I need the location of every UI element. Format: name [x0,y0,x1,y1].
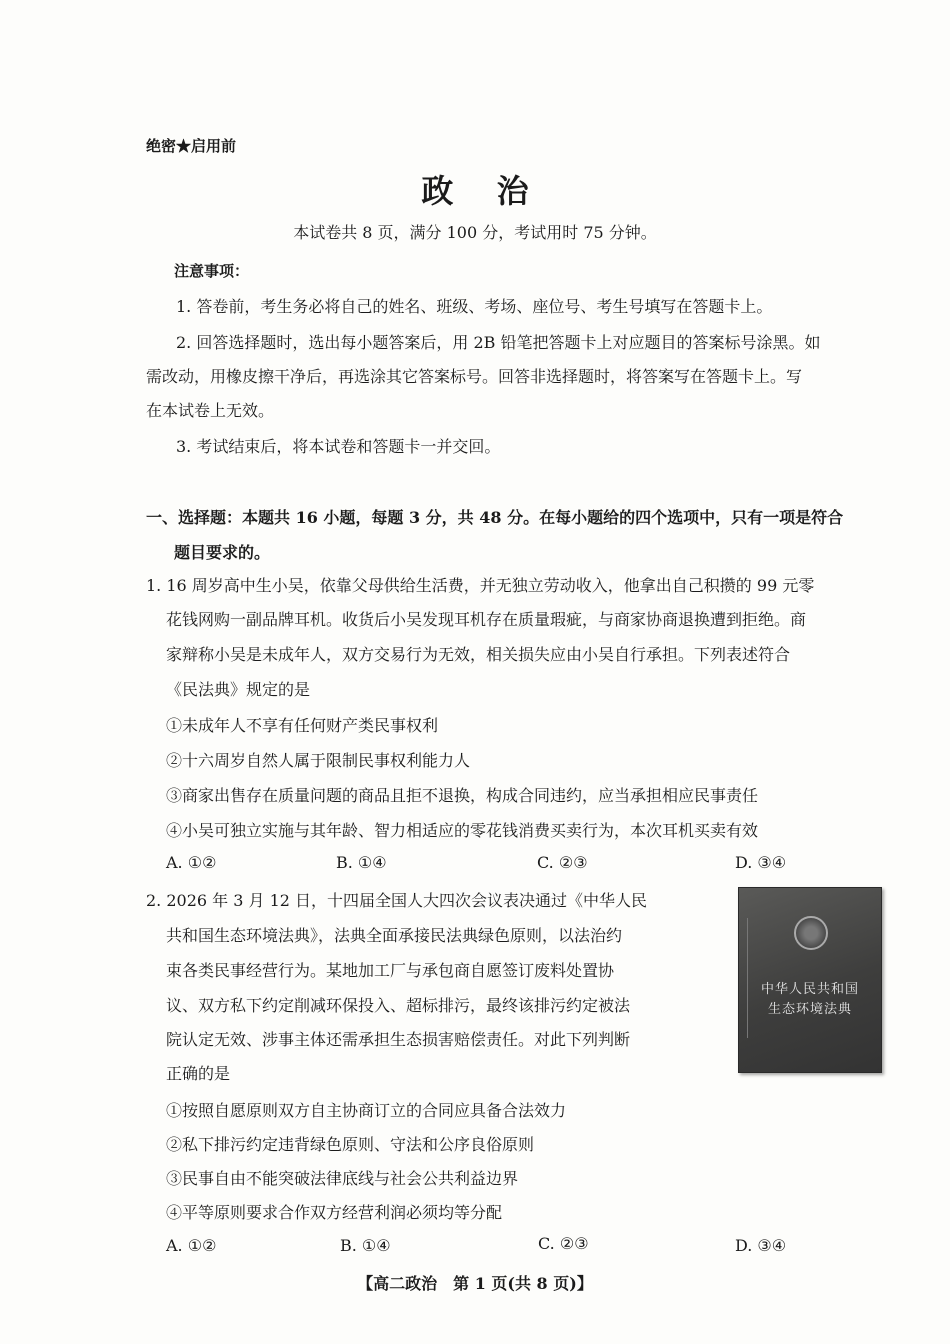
q1-statement-4: ④小吴可独立实施与其年龄、智力相适应的零花钱消费买卖行为，本次耳机买卖有效 [166,821,759,840]
q2-stem-line-5: 院认定无效、涉事主体还需承担生态损害赔偿责任。对此下列判断 [166,1030,631,1049]
q2-statement-1: ①按照自愿原则双方自主协商订立的合同应具备合法效力 [166,1101,567,1120]
notice-item-2-line-1: 2. 回答选择题时，选出每小题答案后，用 2B 铅笔把答题卡上对应题目的答案标号涂黑。如 [176,333,821,352]
notice-item-2-line-3: 在本试卷上无效。 [146,401,275,420]
q2-option-b: B. ①④ [340,1236,391,1255]
q1-stem-line-2: 花钱网购一副品牌耳机。收货后小吴发现耳机存在质量瑕疵，与商家协商退换遭到拒绝。商 [166,610,807,629]
q2-stem-line-1: 2. 2026 年 3 月 12 日，十四届全国人大四次会议表决通过《中华人民 [146,891,648,910]
q2-statement-4: ④平等原则要求合作双方经营利润必须均等分配 [166,1203,503,1222]
national-emblem-icon [794,916,828,950]
q1-option-d: D. ③④ [735,853,787,872]
q1-option-c: C. ②③ [537,853,588,872]
q2-stem-line-4: 议、双方私下约定削减环保投入、超标排污，最终该排污约定被法 [166,996,631,1015]
q2-option-d: D. ③④ [735,1236,787,1255]
notice-item-3: 3. 考试结束后，将本试卷和答题卡一并交回。 [176,437,501,456]
page-subtitle: 本试卷共 8 页，满分 100 分，考试用时 75 分钟。 [293,223,657,242]
notice-item-1: 1. 答卷前，考生务必将自己的姓名、班级、考场、座位号、考生号填写在答题卡上。 [176,297,773,316]
q1-option-b: B. ①④ [336,853,387,872]
q1-stem-line-4: 《民法典》规定的是 [166,680,311,699]
q1-statement-1: ①未成年人不享有任何财产类民事权利 [166,716,439,735]
q2-option-a: A. ①② [166,1236,217,1255]
book-title-line-1: 中华人民共和国 [760,982,859,997]
q2-statement-2: ②私下排污约定违背绿色原则、守法和公序良俗原则 [166,1135,535,1154]
q1-stem-line-3: 家辩称小吴是未成年人，双方交易行为无效，相关损失应由小吴自行承担。下列表述符合 [166,645,791,664]
q2-stem-line-6: 正确的是 [166,1064,231,1083]
q1-statement-2: ②十六周岁自然人属于限制民事权利能力人 [166,751,471,770]
q2-stem-line-3: 束各类民事经营行为。某地加工厂与承包商自愿签订废料处置协 [166,961,615,980]
q2-stem-line-2: 共和国生态环境法典》，法典全面承接民法典绿色原则，以法治约 [166,926,623,945]
q2-statement-3: ③民事自由不能突破法律底线与社会公共利益边界 [166,1169,519,1188]
q1-stem-line-1: 1. 16 周岁高中生小吴，依靠父母供给生活费，并无独立劳动收入，他拿出自己积攒的 99 元零 [146,576,815,595]
notice-heading: 注意事项： [174,262,250,280]
book-title-line-2: 生态环境法典 [767,1002,852,1017]
q1-statement-3: ③商家出售存在质量问题的商品且拒不退换，构成合同违约，应当承担相应民事责任 [166,786,759,805]
section-1-heading-line-1: 一、选择题：本题共 16 小题，每题 3 分，共 48 分。在每小题给的四个选项中，只有一项是符合 [146,508,844,527]
q1-option-a: A. ①② [166,853,217,872]
q2-option-c: C. ②③ [538,1234,589,1253]
confidential-label: 绝密★启用前 [146,137,237,155]
section-1-heading-line-2: 题目要求的。 [174,543,271,562]
notice-item-2-line-2: 需改动，用橡皮擦干净后，再选涂其它答案标号。回答非选择题时，将答案写在答题卡上。写 [146,367,803,386]
law-code-book-image [738,887,882,1073]
page-title: 政 治 [421,172,545,210]
page-footer: 【高二政治 第 1 页(共 8 页)】 [357,1274,593,1293]
